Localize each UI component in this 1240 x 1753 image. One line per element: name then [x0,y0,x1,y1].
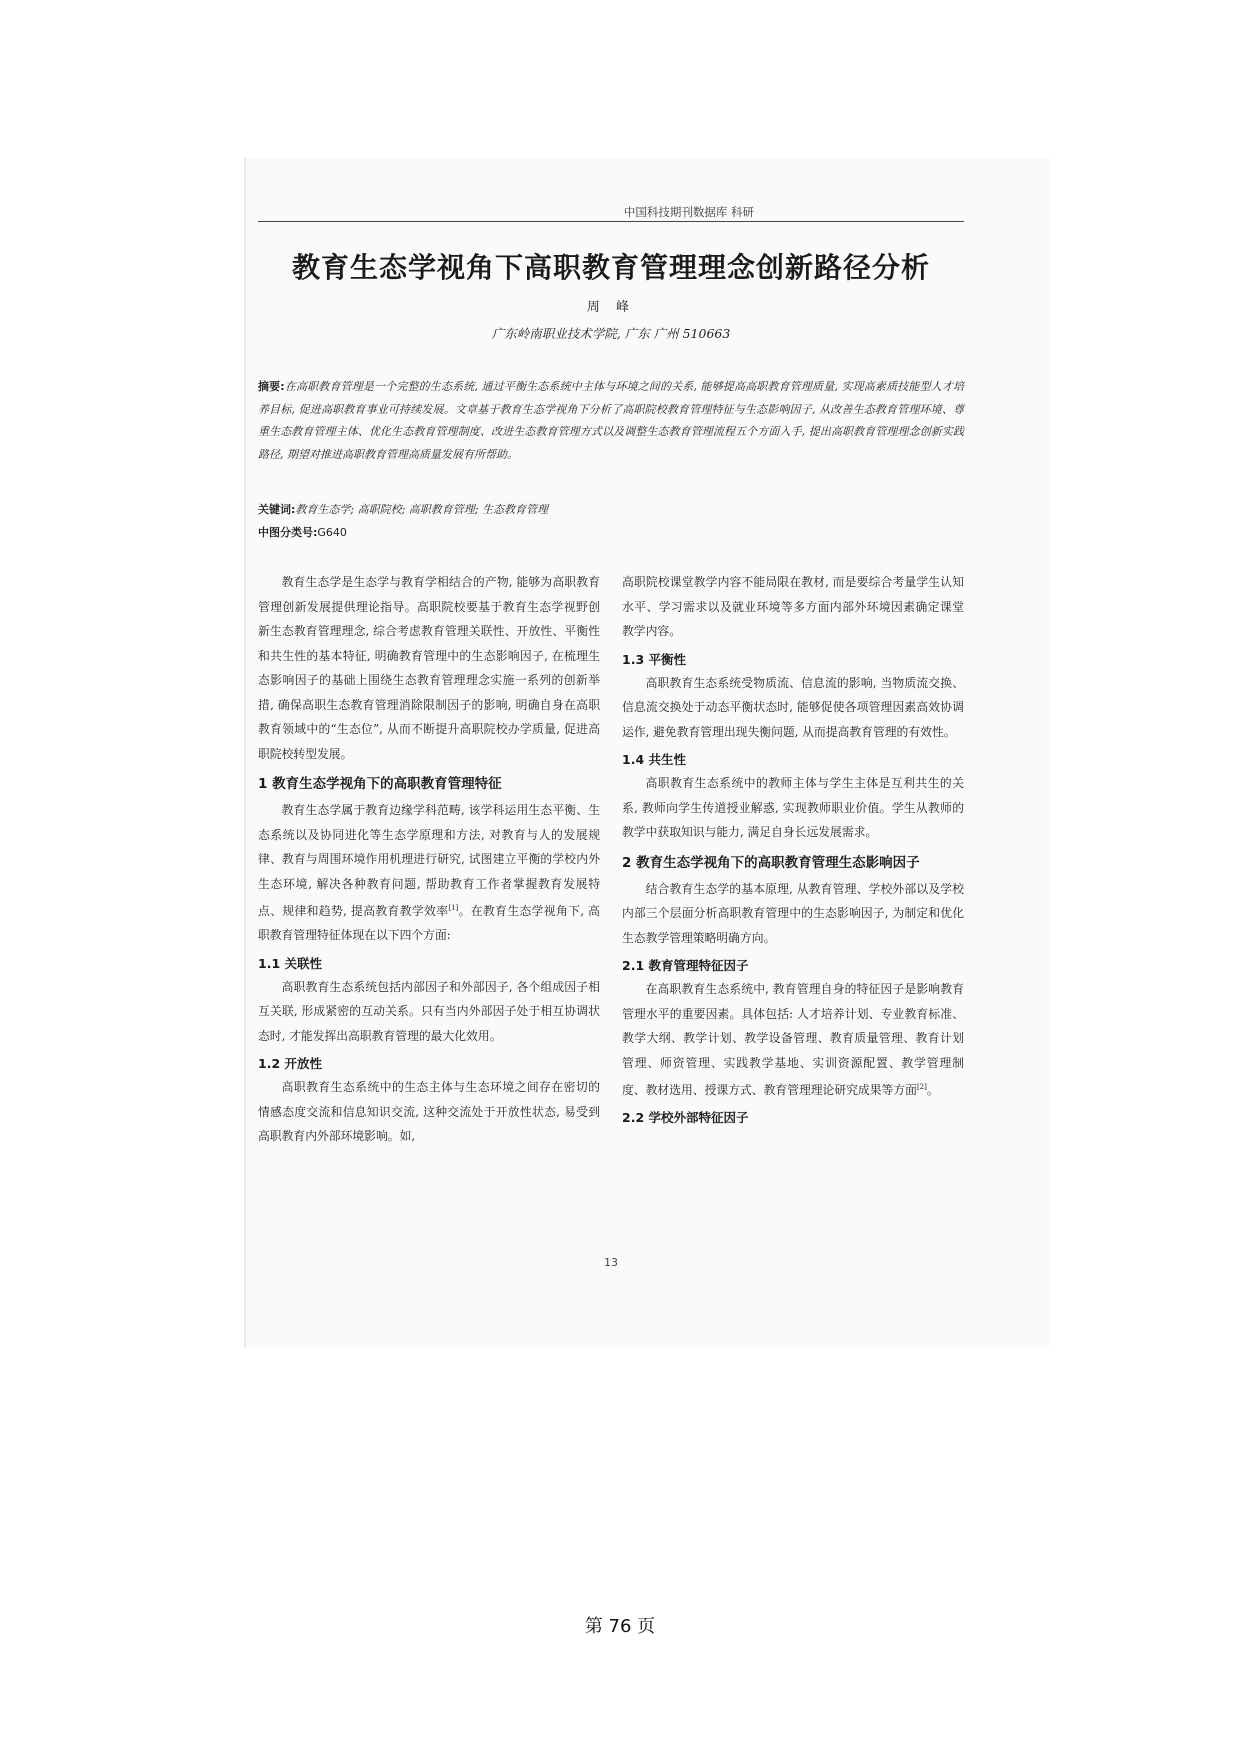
journal-page-number: 13 [604,1256,618,1269]
citation-ref: [2] [916,1083,927,1091]
abstract-text: 在高职教育管理是一个完整的生态系统, 通过平衡生态系统中主体与环境之间的关系, 能够提高高职教育管理质量, 实现高素质技能型人才培养目标, 促进高职教育事业可持续发展。文章基于教育生态学视角下分析了高职院校教育管理特征与生态影响因子, 从改善生态教育管理环境、尊重生态教育管理主体、优化生态教育管理制度、改进生态教育管理方式以及调整生态教育管理流程五个方面入手, 提出高职教育管理理念创新实践路径, 期望对推进高职教育管理高质量发展有所帮助。 [258,380,964,461]
author: 周 峰 [586,300,636,315]
pdf-page-label: 第 76 页 [584,1616,656,1637]
affiliation: 广东岭南职业技术学院, 广东 广州 510663 [491,326,731,341]
clc-text: G640 [317,526,347,539]
section-2-1-text-a: 在高职教育生态系统中, 教育管理自身的特征因子是影响教育管理水平的重要因素。具体包括: 人才培养计划、专业教育标准、教学大纲、教学计划、教学设备管理、教育质量管理、教育计划管理、师资管理、实践教学基地、实训资源配置、教学管理制度、教材选用、授课方式、教育管理理论研究成果等方面 [622,982,964,1097]
section-2-heading: 2 教育生态学视角下的高职教育管理生态影响因子 [622,854,920,871]
header-rule [258,221,964,222]
running-head: 中国科技期刊数据库 科研 [623,205,754,219]
keywords-label: 关键词: [258,503,296,516]
section-1-text-a: 教育生态学属于教育边缘学科范畴, 该学科运用生态平衡、生态系统以及协同进化等生态学原理和方法, 对教育与人的发展规律、教育与周围环境作用机理进行研究, 试图建立平衡的学校内外生态环境, 解决各种教育问题, 帮助教育工作者掌握教育发展特点、规律和趋势, 提高教育教学效率 [258,803,600,918]
section-1-2-paragraph: 高职教育生态系统中的生态主体与生态环境之间存在密切的情感态度交流和信息知识交流, 这种交流处于开放性状态, 易受到高职教育内外部环境影响。如, [258,1080,600,1144]
section-1-heading: 1 教育生态学视角下的高职教育管理特征 [258,776,502,792]
section-2-2-heading: 2.2 学校外部特征因子 [622,1110,749,1126]
section-1-2-heading: 1.2 开放性 [258,1056,322,1072]
clc-number [258,524,964,540]
citation-ref: [1] [448,904,459,912]
section-1-text-b: 。在教育生态学视角下, 高职教育管理特征体现在以下四个方面: [258,903,600,943]
left-column [258,570,600,1149]
scanned-page [244,158,1050,1348]
article-title: 教育生态学视角下高职教育管理理念创新路径分析 [291,251,930,284]
section-2-paragraph: 结合教育生态学的基本原理, 从教育管理、学校外部以及学校内部三个层面分析高职教育管理中的生态影响因子, 为制定和优化生态教学管理策略明确方向。 [622,881,964,945]
right-column [622,570,964,1129]
abstract-label: 摘要: [258,380,285,393]
section-1-3-heading: 1.3 平衡性 [622,651,686,667]
section-2-1-text-b: 。 [926,1082,939,1097]
section-1-4-paragraph: 高职教育生态系统中的教师主体与学生主体是互利共生的关系, 教师向学生传道授业解惑, 实现教师职业价值。学生从教师的教学中获取知识与能力, 满足自身长远发展需求。 [622,776,964,839]
section-2-1-paragraph [622,977,964,1102]
section-1-4-heading: 1.4 共生性 [622,752,686,767]
section-1-1-heading: 1.1 关联性 [258,955,322,971]
keywords-text: 教育生态学; 高职院校; 高职教育管理; 生态教育管理 [295,503,549,516]
keywords [258,501,964,517]
section-1-3-paragraph: 高职教育生态系统受物质流、信息流的影响, 当物质流交换、信息流交换处于动态平衡状态时, 能够促使各项管理因素高效协调运作, 避免教育管理出现失衡问题, 从而提高教育管理的有效性。 [622,675,964,739]
clc-label: 中图分类号: [258,526,318,539]
abstract [258,376,964,466]
continued-paragraph: 高职院校课堂教学内容不能局限在教材, 而是要综合考量学生认知水平、学习需求以及就业环境等多方面内部外环境因素确定课堂教学内容。 [622,575,964,638]
section-2-1-heading: 2.1 教育管理特征因子 [622,958,749,973]
intro-paragraph: 教育生态学是生态学与教育学相结合的产物, 能够为高职教育管理创新发展提供理论指导。高职院校要基于教育生态学视野创新生态教育管理理念, 综合考虑教育管理关联性、开放性、平衡性和共生性的基本特征, 明确教育管理中的生态影响因子, 在梳理生态影响因子的基础上围绕生态教育管理理念实施一系列的创新举措, 确保高职生态教育管理消除限制因子的影响, 明确自身在高职教育领域中的“生态位”, 从而不断提升高职院校办学质量, 促进高职院校转型发展。 [258,575,600,761]
section-1-1-paragraph: 高职教育生态系统包括内部因子和外部因子, 各个组成因子相互关联, 形成紧密的互动关系。只有当内外部因子处于相互协调状态时, 才能发挥出高职教育管理的最大化效用。 [258,979,600,1043]
section-1-paragraph [258,798,600,948]
